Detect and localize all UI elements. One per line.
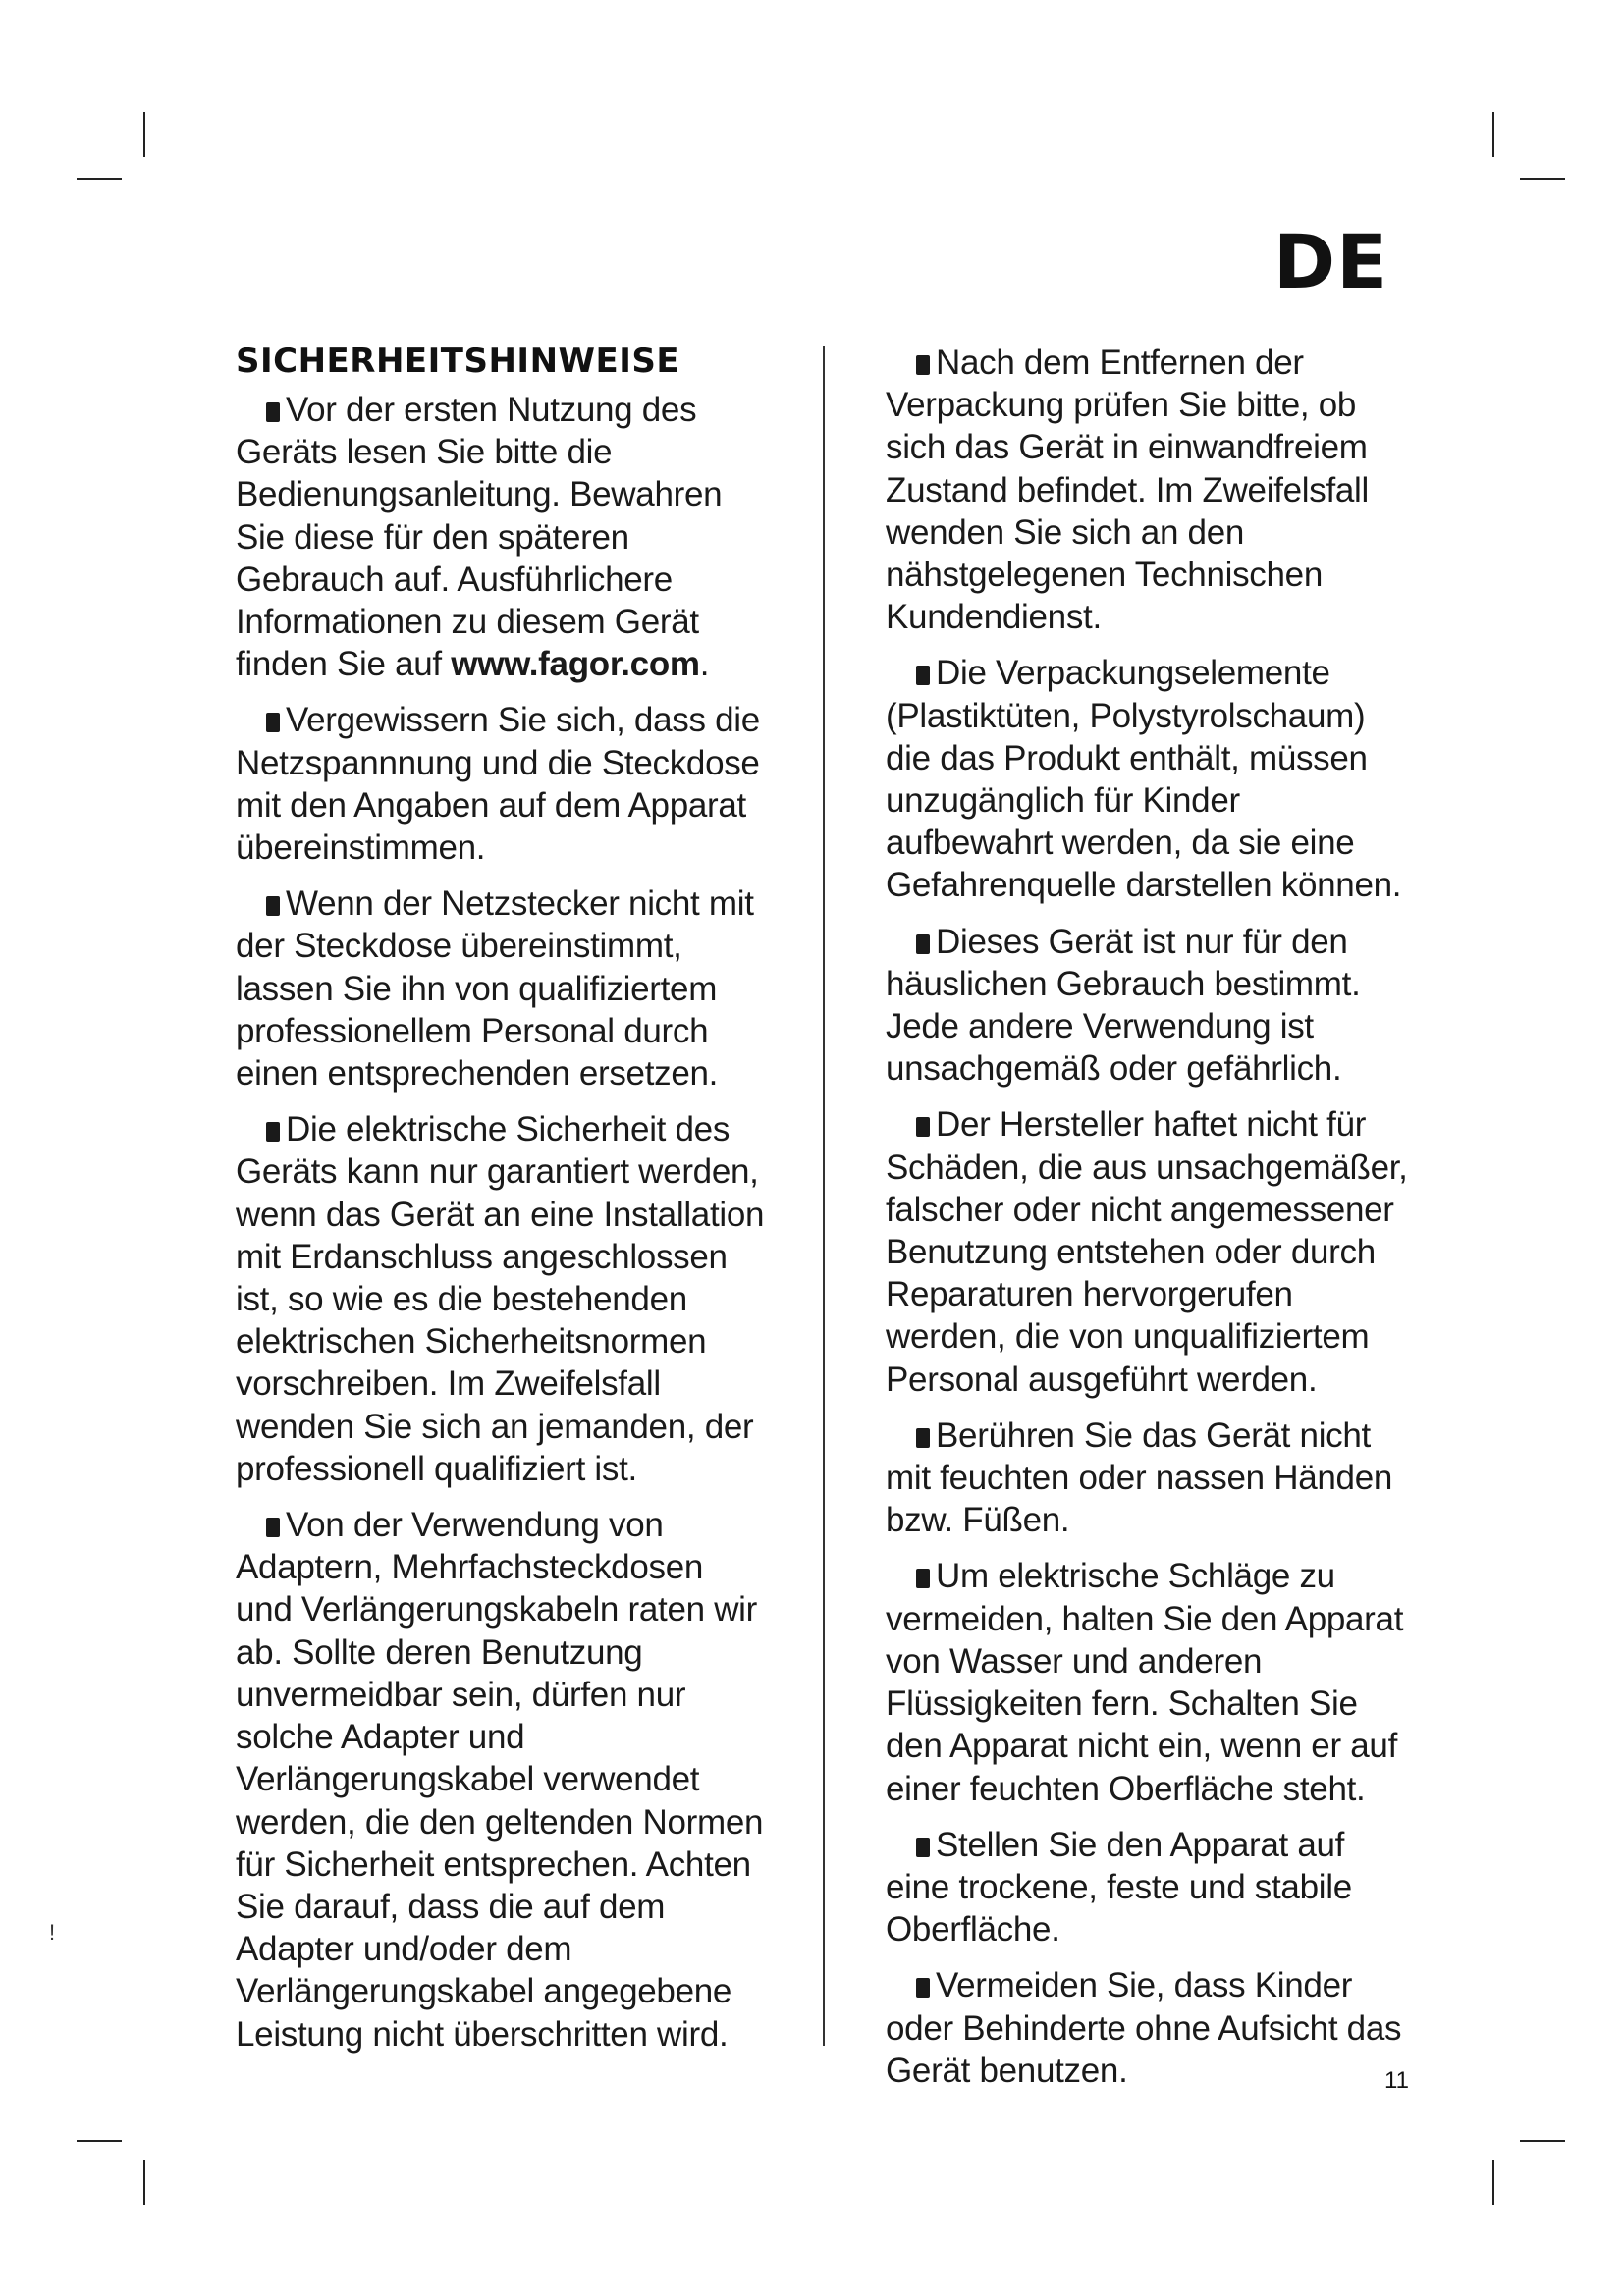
safety-paragraph: Stellen Sie den Apparat auf eine trockene, feste und stabile Oberfläche. (886, 1825, 1352, 1949)
website-link[interactable]: www.fagor.com (451, 645, 700, 684)
safety-paragraph: Vermeiden Sie, dass Kinder oder Behinderte ohne Aufsicht das Gerät benutzen. (886, 1966, 1402, 2090)
bullet-icon (266, 1518, 280, 1537)
bullet-icon (266, 896, 280, 916)
bullet-icon (266, 402, 280, 422)
column-divider (823, 346, 825, 2046)
crop-mark (143, 112, 145, 157)
safety-paragraph: Dieses Gerät ist nur für den häuslichen Gebrauch bestimmt. Jede andere Verwendung ist unsachgemäß oder gefährlich. (886, 922, 1361, 1089)
bullet-icon (916, 666, 930, 685)
safety-paragraph: Vergewissern Sie sich, dass die Netzspannnung und die Steckdose mit den Angaben auf dem Apparat übereinstimmen. (236, 701, 760, 868)
bullet-icon (266, 1122, 280, 1142)
safety-paragraph: Vor der ersten Nutzung des Geräts lesen Sie bitte die Bedienungsanleitung. Bewahren Sie diese für den späteren Gebrauch auf. Ausführlichere Informationen zu diesem Gerät finden Sie auf www.fagor.com. (236, 391, 723, 684)
language-tag: DE (1272, 218, 1388, 305)
safety-paragraph: Die elektrische Sicherheit des Geräts kann nur garantiert werden, wenn das Gerät an eine Installation mit Erdanschluss angeschlossen ist, so wie es die bestehenden elektrischen Sicherheitsnormen vorschreiben. Im Zweifelsfall wenden Sie sich an jemanden, der professionell qualifiziert ist. (236, 1110, 765, 1488)
safety-paragraph: Um elektrische Schläge zu vermeiden, halten Sie den Apparat von Wasser und anderen Flüssigkeiten fern. Schalten Sie den Apparat nicht ein, wenn er auf einer feuchten Oberfläche steht. (886, 1557, 1404, 1808)
margin-mark: ! (49, 1920, 56, 1945)
bullet-icon (916, 934, 930, 954)
safety-paragraph: Berühren Sie das Gerät nicht mit feuchten oder nassen Händen bzw. Füßen. (886, 1415, 1393, 1540)
crop-mark (1492, 112, 1494, 157)
crop-mark (77, 2140, 122, 2142)
bullet-icon (916, 1838, 930, 1857)
bullet-icon (916, 1569, 930, 1588)
safety-paragraph: Wenn der Netzstecker nicht mit der Steckdose übereinstimmt, lassen Sie ihn von qualifiziertem professionellem Personal durch einen entsprechenden ersetzen. (236, 884, 754, 1094)
safety-paragraph: Der Hersteller haftet nicht für Schäden, die aus unsachgemäßer, falscher oder nicht angemessener Benutzung entstehen oder durch Reparaturen hervorgerufen werden, die von unqualifiziertem Personal ausgeführt werden. (886, 1105, 1408, 1399)
crop-mark (1520, 2140, 1565, 2142)
bullet-icon (916, 1117, 930, 1137)
bullet-icon (916, 1978, 930, 1998)
bullet-icon (916, 1428, 930, 1448)
crop-mark (1492, 2160, 1494, 2205)
bullet-icon (266, 713, 280, 732)
left-column (236, 342, 766, 2069)
right-column (886, 342, 1416, 2106)
bullet-icon (916, 355, 930, 375)
page-title: SICHERHEITSHINWEISE (236, 342, 680, 381)
crop-mark (77, 178, 122, 180)
safety-paragraph: Nach dem Entfernen der Verpackung prüfen Sie bitte, ob sich das Gerät in einwandfreiem Zustand befindet. Im Zweifelsfall wenden Sie sich an den nähstgelegenen Technischen Kundendienst. (886, 344, 1369, 637)
crop-mark (143, 2160, 145, 2205)
crop-mark (1520, 178, 1565, 180)
safety-paragraph: Die Verpackungselemente (Plastiktüten, Polystyrolschaum) die das Produkt enthält, müssen unzugänglich für Kinder aufbewahrt werden, da sie eine Gefahrenquelle darstellen können. (886, 654, 1402, 905)
safety-paragraph: Von der Verwendung von Adaptern, Mehrfachsteckdosen und Verlängerungskabeln raten wir ab. Sollte deren Benutzung unvermeidbar sein, dürfen nur solche Adapter und Verlängerungskabel verwendet werden, die den geltenden Normen für Sicherheit entsprechen. Achten Sie darauf, dass die auf dem Adapter und/oder dem Verlängerungskabel angegebene Leistung nicht überschritten wird. (236, 1506, 764, 2054)
page-number: 11 (1384, 2067, 1409, 2094)
